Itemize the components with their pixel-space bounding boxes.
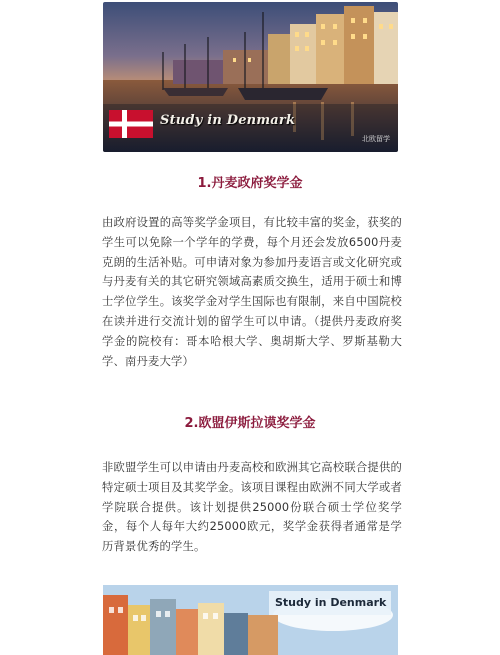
banner-bottom-title: Study in Denmark	[275, 596, 387, 609]
section-heading-government-scholarship: 1.丹麦政府奖学金	[197, 176, 303, 191]
section-body-government-scholarship: 由政府设置的高等奖学金项目，有比较丰富的奖金，获奖的学生可以免除一个学年的学费，每个月还会发放6500丹麦克朗的生活补贴。可申请对象为参加丹麦语言或文化研究或与丹麦有关的其它研究领域高素质交换生，适用于硕士和博士学位学生。该奖学金对学生国际也有限制，来自中国院校在读并进行交流计划的留学生可以申请。（提供丹麦政府奖学金的院校有：哥本哈根大学、奥胡斯大学、罗斯基勒大学、南丹麦大学）	[102, 216, 402, 368]
watermark-text: 北欧留学	[362, 135, 390, 143]
section-heading-erasmus-scholarship: 2.欧盟伊斯拉谟奖学金	[184, 416, 316, 431]
banner-title: Study in Denmark	[160, 113, 296, 128]
banner-image-bottom	[103, 585, 398, 655]
denmark-flag-icon	[109, 110, 153, 138]
section-body-erasmus-scholarship: 非欧盟学生可以申请由丹麦高校和欧洲其它高校联合提供的特定硕士项目及其奖学金。该项目课程由欧洲不同大学或者学院联合提供。该计划提供25000份联合硕士学位奖学金，每个人每年大约25000欧元，奖学金获得者通常是学历背景优秀的学生。	[102, 461, 402, 554]
banner-image-top	[103, 2, 398, 152]
